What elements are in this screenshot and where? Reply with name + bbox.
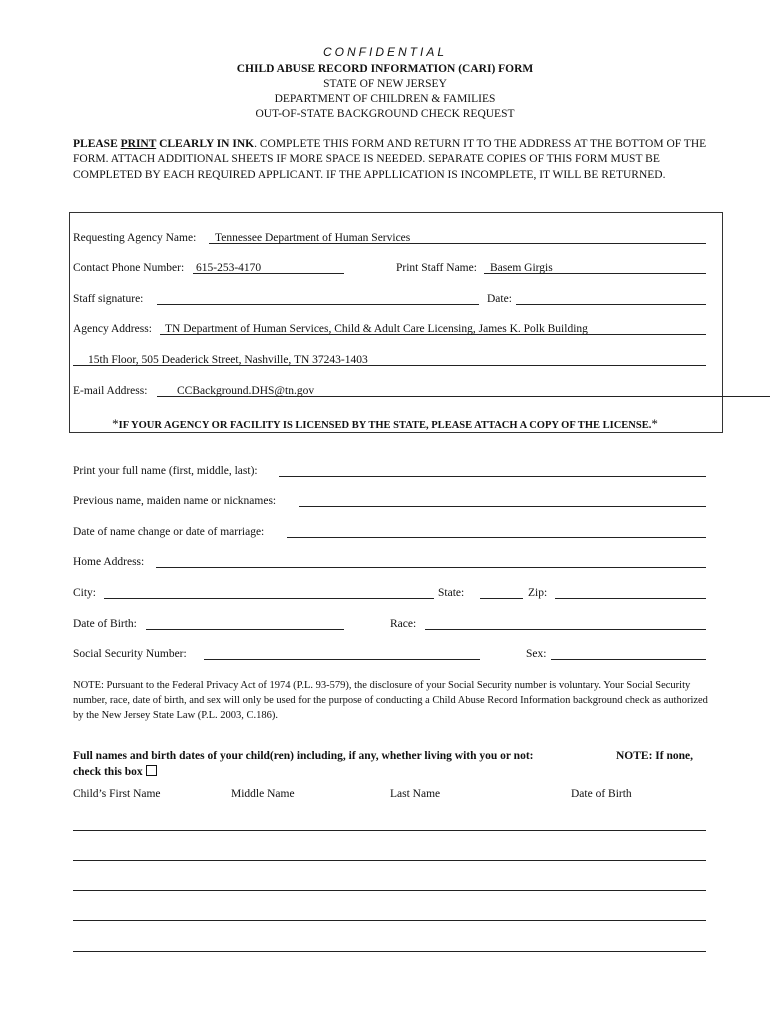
instructions-print-word: PRINT [120,138,157,150]
ssn-label: Social Security Number: [73,648,187,660]
children-none-note: NOTE: If none, [616,750,693,762]
staff-name-label: Print Staff Name: [396,262,477,274]
state-heading: STATE OF NEW JERSEY [323,78,447,90]
dob-field[interactable] [146,629,344,630]
child-row-line[interactable] [73,951,706,952]
column-first-name: Child’s First Name [73,788,161,800]
name-change-field[interactable] [287,537,706,538]
state-label: State: [438,587,465,599]
children-check-row [73,765,157,778]
home-address-label: Home Address: [73,556,145,568]
column-date-of-birth: Date of Birth [571,788,632,800]
instructions [73,137,723,183]
children-check-text: check this box [73,766,143,778]
child-row-line[interactable] [73,830,706,831]
department-heading: DEPARTMENT OF CHILDREN & FAMILIES [274,93,496,105]
race-field[interactable] [425,629,706,630]
email-label: E-mail Address: [73,385,148,397]
staff-name-value: Basem Girgis [490,262,553,274]
agency-name-label: Requesting Agency Name: [73,232,197,244]
dob-label: Date of Birth: [73,618,137,630]
privacy-note: NOTE: Pursuant to the Federal Privacy Act of 1974 (P.L. 93-579), the disclosure of your Social Security number is voluntary. Your Social Security number, race, date of birth, and sex will only be used for the purpose of conducting a Child Abuse Record Information background check as authorized by the New Jersey State Law (P.L. 2003, C.186). [73,680,708,721]
full-name-label: Print your full name (first, middle, last): [73,465,258,477]
instructions-lead2: CLEARLY IN INK [156,138,255,150]
city-field[interactable] [104,598,434,599]
staff-signature-label: Staff signature: [73,293,144,305]
home-address-field[interactable] [156,567,706,568]
child-row-line[interactable] [73,860,706,861]
race-label: Race: [390,618,417,630]
date-label: Date: [487,293,512,305]
contact-phone-label: Contact Phone Number: [73,262,185,274]
previous-name-field[interactable] [299,506,706,507]
column-last-name: Last Name [390,788,441,800]
children-heading: Full names and birth dates of your child(ren) including, if any, whether living with you or not: [73,750,534,762]
name-change-label: Date of name change or date of marriage: [73,526,265,538]
form-title: CHILD ABUSE RECORD INFORMATION (CARI) FORM [236,63,534,75]
previous-name-label: Previous name, maiden name or nicknames: [73,495,277,507]
state-field[interactable] [480,598,523,599]
agency-address-label: Agency Address: [73,323,152,335]
city-label: City: [73,587,97,599]
child-row-line[interactable] [73,890,706,891]
column-middle-name: Middle Name [231,788,295,800]
date-field[interactable] [516,304,706,305]
no-children-checkbox[interactable] [146,765,157,776]
agency-address-line2: 15th Floor, 505 Deaderick Street, Nashville, TN 37243-1403 [88,354,368,366]
agency-name-value: Tennessee Department of Human Services [215,232,411,244]
child-row-line[interactable] [73,920,706,921]
zip-field[interactable] [555,598,706,599]
staff-signature-field[interactable] [157,304,479,305]
instructions-lead: PLEASE [73,138,121,150]
confidential-heading: CONFIDENTIAL [322,45,447,59]
sex-label: Sex: [526,648,547,660]
sex-field[interactable] [551,659,706,660]
full-name-field[interactable] [279,476,706,477]
zip-label: Zip: [528,587,548,599]
agency-address-line1: TN Department of Human Services, Child & Adult Care Licensing, James K. Polk Building [165,323,588,335]
request-type-heading: OUT-OF-STATE BACKGROUND CHECK REQUEST [255,108,515,120]
contact-phone-value: 615-253-4170 [196,262,262,274]
instructions-body: . COMPLETE THIS FORM AND RETURN IT TO THE ADDRESS AT THE BOTTOM OF THE FORM. ATTACH ADDITIONAL SHEETS IF MORE SPACE IS NEEDED. SEPARATE COPIES OF THIS FORM MUST BE COMPLETED BY EACH REQUIRED APPLICANT. IF THE APPLLICATION IS INCOMPLETE, IT WILL BE RETURNED. [73,138,707,181]
email-value: CCBackground.DHS@tn.gov [177,385,315,397]
license-note: *IF YOUR AGENCY OR FACILITY IS LICENSED BY THE STATE, PLEASE ATTACH A COPY OF THE LICENSE.* [112,416,658,431]
ssn-field[interactable] [204,659,480,660]
license-note-text: IF YOUR AGENCY OR FACILITY IS LICENSED BY THE STATE, PLEASE ATTACH A COPY OF THE LICENSE. [118,420,652,431]
